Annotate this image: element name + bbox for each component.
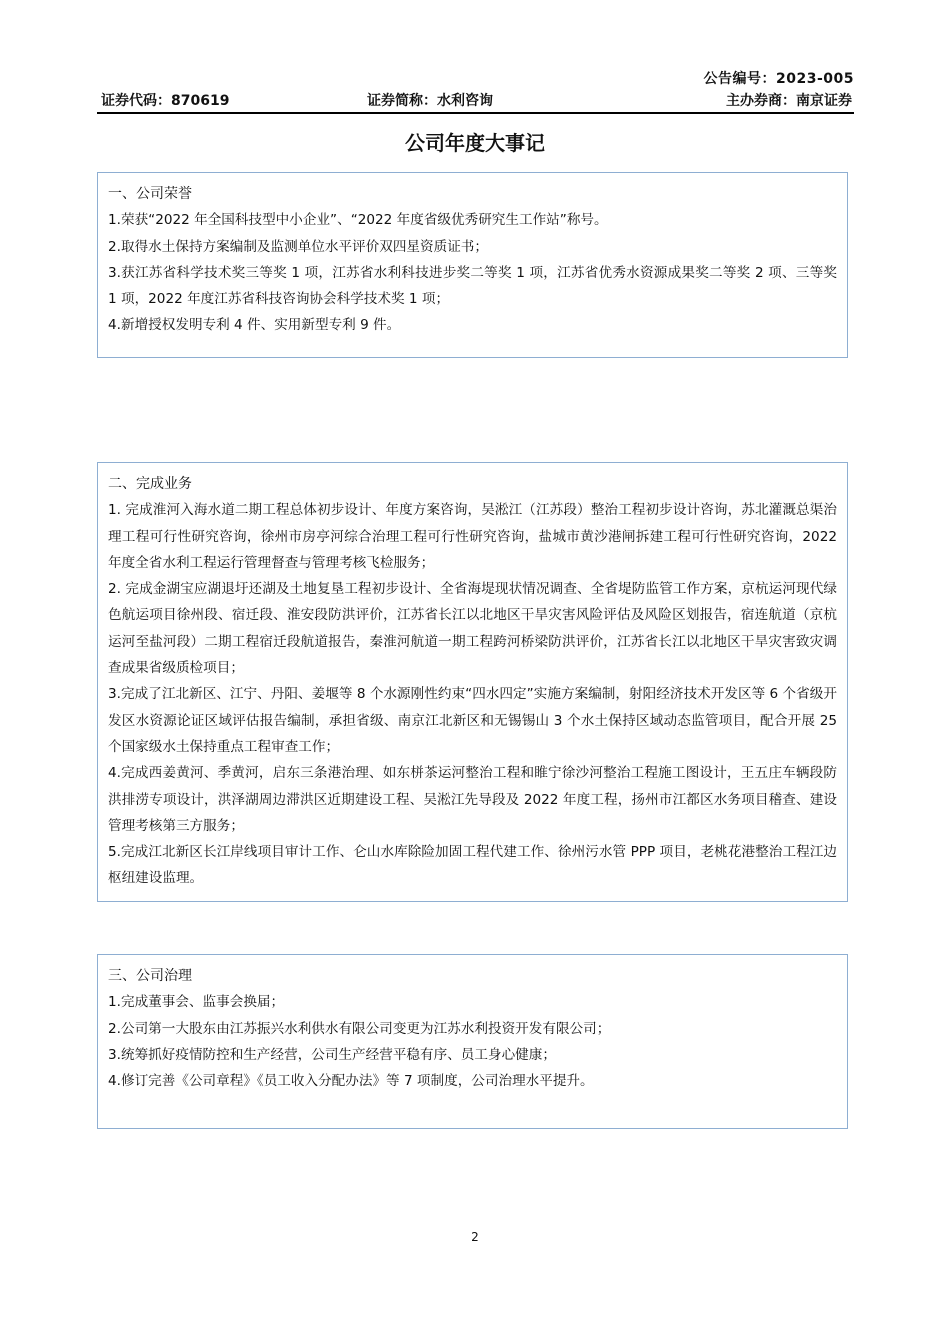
section-heading: 二、完成业务 xyxy=(108,476,192,492)
document-header xyxy=(97,90,854,114)
section-heading: 一、公司荣誉 xyxy=(108,186,192,202)
list-item: 4.修订完善《公司章程》《员工收入分配办法》等 7 项制度，公司治理水平提升。 xyxy=(108,1073,594,1090)
security-name: 证券简称：水利咨询 xyxy=(367,93,493,109)
section-honors xyxy=(97,172,848,358)
section-heading: 三、公司治理 xyxy=(108,968,192,984)
announcement-number: 公告编号：2023-005 xyxy=(703,71,854,87)
list-item: 3.获江苏省科学技术奖三等奖 1 项，江苏省水利科技进步奖二等奖 1 项，江苏省优秀水资源成果奖二等奖 2 项、三等奖 1 项，2022 年度江苏省科技咨询协会科学技术奖 1 项； xyxy=(108,264,837,308)
page-title: 公司年度大事记 xyxy=(405,131,545,155)
list-item: 1. 完成淮河入海水道二期工程总体初步设计、年度方案咨询，吴淞江（江苏段）整治工程初步设计咨询，苏北灌溉总渠治理工程可行性研究咨询，徐州市房亭河综合治理工程可行性研究咨询，盐城市黄沙港闸拆建工程可行性研究咨询，2022 年度全省水利工程运行管理督查与管理考核飞检服务； xyxy=(108,502,837,571)
list-item: 2. 完成金湖宝应湖退圩还湖及土地复垦工程初步设计、全省海堤现状情况调查、全省堤防监管工作方案，京杭运河现代绿色航运项目徐州段、宿迁段、淮安段防洪评价，江苏省长江以北地区干旱灾害风险评估及风险区划报告，宿连航道（京杭运河至盐河段）二期工程宿迁段航道报告，秦淮河航道一期工程跨河桥梁防洪评价，江苏省长江以北地区干旱灾害致灾调查成果省级质检项目； xyxy=(108,581,837,677)
list-item: 4.新增授权发明专利 4 件、实用新型专利 9 件。 xyxy=(108,317,401,334)
list-item: 2.取得水土保持方案编制及监测单位水平评价双四星资质证书； xyxy=(108,238,488,255)
list-item: 4.完成西姜黄河、季黄河，启东三条港治理、如东栟茶运河整治工程和睢宁徐沙河整治工程施工图设计，王五庄车辆段防洪排涝专项设计，洪泽湖周边滞洪区近期建设工程、吴淞江先导段及 2022 年度工程，扬州市江都区水务项目稽查、建设管理考核第三方服务； xyxy=(108,765,837,834)
section-governance xyxy=(97,954,848,1129)
sponsor-broker: 主办券商：南京证券 xyxy=(726,93,852,109)
list-item: 3.完成了江北新区、江宁、丹阳、姜堰等 8 个水源刚性约束“四水四定”实施方案编制，射阳经济技术开发区等 6 个省级开发区水资源论证区域评估报告编制，承担省级、南京江北新区和无锡锡山 3 个水土保持区域动态监管项目，配合开展 25 个国家级水土保持重点工程审查工作； xyxy=(108,686,837,755)
page-number: 2 xyxy=(471,1230,479,1244)
list-item: 1.完成董事会、监事会换届； xyxy=(108,994,285,1011)
list-item: 3.统筹抓好疫情防控和生产经营，公司生产经营平稳有序、员工身心健康； xyxy=(108,1046,556,1063)
list-item: 1.荣获“2022 年全国科技型中小企业”、“2022 年度省级优秀研究生工作站”称号。 xyxy=(108,212,608,229)
security-code: 证券代码：870619 xyxy=(101,93,230,109)
section-business xyxy=(97,462,848,902)
list-item: 2.公司第一大股东由江苏振兴水利供水有限公司变更为江苏水利投资开发有限公司； xyxy=(108,1020,611,1037)
list-item: 5.完成江北新区长江岸线项目审计工作、仑山水库除险加固工程代建工作、徐州污水管 PPP 项目，老桃花港整治工程江边枢纽建设监理。 xyxy=(108,844,837,887)
